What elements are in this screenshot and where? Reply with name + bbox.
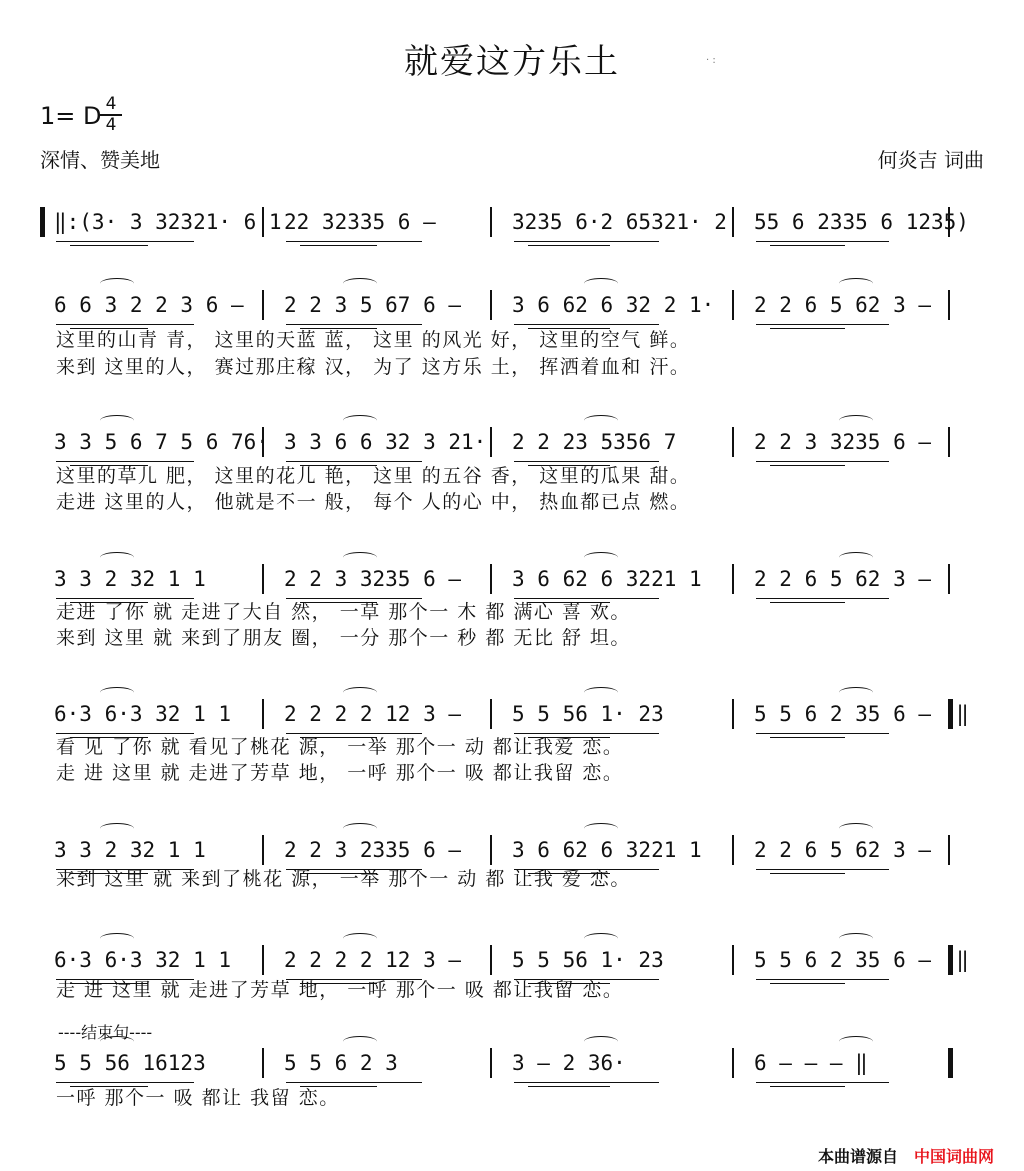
composer-credit: 何炎吉 词曲 <box>877 148 984 172</box>
bar-line <box>732 290 734 320</box>
slur <box>343 1036 377 1047</box>
time-signature <box>100 96 122 134</box>
measure: 2 2 2 2 12 3 – <box>284 702 462 726</box>
measure: 6 6 3 2 2 3 6 – <box>54 293 244 317</box>
measure: 2 2 6 5 62 3 – <box>754 293 932 317</box>
slur <box>343 415 377 426</box>
beam-line <box>756 241 889 242</box>
bar-line <box>948 699 953 729</box>
lyric-line: 来到 这里的人， 赛过那庄稼 汉， 为了 这方乐 土， 挥洒着血和 汗。 <box>56 356 691 378</box>
tempo-marking: 深情、赞美地 <box>40 148 160 172</box>
measure: 2 2 3 3235 6 – <box>284 567 462 591</box>
slur <box>584 552 618 563</box>
bar-line <box>262 427 264 457</box>
measure: 2 2 3 2335 6 – <box>284 838 462 862</box>
lyric-line: 这里的山青 青， 这里的天蓝 蓝， 这里 的风光 好， 这里的空气 鲜。 <box>56 329 691 351</box>
lyric-line: 走 进 这里 就 走进了芳草 地， 一呼 那个一 吸 都让我留 恋。 <box>56 979 624 1001</box>
measure: 6·3 6·3 32 1 1 <box>54 948 232 972</box>
slur <box>100 687 134 698</box>
slur <box>839 823 873 834</box>
slur <box>839 278 873 289</box>
bar-line <box>490 427 492 457</box>
bar-line <box>948 945 953 975</box>
slur <box>839 415 873 426</box>
slur <box>100 933 134 944</box>
measure: 3 6 62 6 3221 1 <box>512 567 702 591</box>
bar-line <box>732 835 734 865</box>
bar-line <box>948 427 950 457</box>
slur <box>100 552 134 563</box>
bar-line <box>490 835 492 865</box>
ending-label: ----结束句---- <box>58 1023 153 1042</box>
bar-line <box>948 564 950 594</box>
slur <box>343 823 377 834</box>
measure: 6·3 6·3 32 1 1 <box>54 702 232 726</box>
bar-line <box>262 1048 264 1078</box>
bar-line <box>490 564 492 594</box>
slur <box>584 1036 618 1047</box>
key-signature: 1= D <box>40 102 102 130</box>
slur <box>584 415 618 426</box>
bar-line <box>490 290 492 320</box>
stray-mark: · : <box>706 55 716 66</box>
slur <box>839 552 873 563</box>
measure: 3 3 6 6 32 3 21· <box>284 430 487 454</box>
slur <box>839 1036 873 1047</box>
measure: 5 5 56 1· 23 <box>512 702 664 726</box>
bar-line <box>948 1048 953 1078</box>
bar-line <box>262 290 264 320</box>
bar-line <box>262 207 264 237</box>
measure: 5 5 6 2 35 6 – :‖ <box>754 948 969 972</box>
slur <box>343 552 377 563</box>
beam-line <box>56 241 194 242</box>
meter-top: 4 <box>105 94 117 114</box>
beam-line <box>514 241 659 242</box>
bar-line <box>490 1048 492 1078</box>
slur <box>584 933 618 944</box>
bar-line <box>490 699 492 729</box>
lyric-line: 看 见 了你 就 看见了桃花 源， 一举 那个一 动 都让我爱 恋。 <box>56 736 624 758</box>
lyric-line: 来到 这里 就 来到了桃花 源， 一举 那个一 动 都 让我 爱 恋。 <box>56 868 631 890</box>
bar-line <box>732 564 734 594</box>
slur <box>100 415 134 426</box>
measure: 6 – – – ‖ <box>754 1051 868 1075</box>
measure: 3 – 2 36· <box>512 1051 626 1075</box>
measure: 2 2 2 2 12 3 – <box>284 948 462 972</box>
bar-line <box>262 699 264 729</box>
measure: 2 2 6 5 62 3 – <box>754 838 932 862</box>
measure: ‖:(3· 3 32321· 6 1 <box>54 210 282 234</box>
slur <box>100 823 134 834</box>
measure: 5 5 56 16123 <box>54 1051 206 1075</box>
bar-line <box>490 207 492 237</box>
measure: 3 3 2 32 1 1 <box>54 838 206 862</box>
measure: 2 2 3 5 67 6 – <box>284 293 462 317</box>
bar-line <box>262 945 264 975</box>
measure: 5 5 6 2 35 6 – :‖ <box>754 702 969 726</box>
beam-line <box>300 245 377 246</box>
bar-line <box>732 945 734 975</box>
bar-line <box>490 945 492 975</box>
beam-line <box>286 241 422 242</box>
bar-line <box>732 207 734 237</box>
bar-line <box>732 699 734 729</box>
lyric-line: 走 进 这里 就 走进了芳草 地， 一呼 那个一 吸 都让我留 恋。 <box>56 762 624 784</box>
meter-bottom: 4 <box>105 115 117 135</box>
slur <box>343 278 377 289</box>
measure: 5 5 6 2 3 <box>284 1051 398 1075</box>
measure: 3 6 62 6 32 2 1· <box>512 293 715 317</box>
slur <box>100 278 134 289</box>
repeat-start-bar <box>40 207 45 237</box>
measure: 2 2 23 5356 7 <box>512 430 677 454</box>
bar-line <box>948 835 950 865</box>
lyric-line: 这里的草儿 肥， 这里的花儿 艳， 这里 的五谷 香， 这里的瓜果 甜。 <box>56 465 691 487</box>
music-system <box>40 205 990 251</box>
lyric-line: 一呼 那个一 吸 都让 我留 恋。 <box>56 1087 340 1109</box>
bar-line <box>732 1048 734 1078</box>
measure: 3 3 5 6 7 5 6 76· <box>54 430 269 454</box>
slur <box>584 687 618 698</box>
source-credit <box>818 1144 994 1167</box>
measure: 3 3 2 32 1 1 <box>54 567 206 591</box>
measure: 3235 6·2 65321· 2 <box>512 210 727 234</box>
slur <box>584 823 618 834</box>
bar-line <box>262 564 264 594</box>
measure: 5 5 56 1· 23 <box>512 948 664 972</box>
lyric-line: 来到 这里 就 来到了朋友 圈， 一分 那个一 秒 都 无比 舒 坦。 <box>56 627 631 649</box>
beam-line <box>70 245 148 246</box>
measure: 3 6 62 6 3221 1 <box>512 838 702 862</box>
source-site-link[interactable]: 中国词曲网 <box>914 1147 995 1166</box>
slur <box>343 933 377 944</box>
song-title: 就爱这方乐土 <box>404 42 620 82</box>
slur <box>839 933 873 944</box>
bar-line <box>262 835 264 865</box>
slur <box>584 278 618 289</box>
measure: 2 2 3 3235 6 – <box>754 430 932 454</box>
source-text: 本曲谱源自 <box>818 1147 899 1166</box>
measure: 55 6 2335 6 1235) <box>754 210 969 234</box>
bar-line <box>948 207 950 237</box>
lyric-line: 走进 了你 就 走进了大自 然， 一草 那个一 木 都 满心 喜 欢。 <box>56 601 631 623</box>
slur <box>839 687 873 698</box>
measure: 22 32335 6 – <box>284 210 436 234</box>
lyric-line: 走进 这里的人， 他就是不一 般， 每个 人的心 中， 热血都已点 燃。 <box>56 491 691 513</box>
bar-line <box>948 290 950 320</box>
beam-line <box>770 245 845 246</box>
bar-line <box>732 427 734 457</box>
slur <box>343 687 377 698</box>
measure: 2 2 6 5 62 3 – <box>754 567 932 591</box>
beam-line <box>528 245 610 246</box>
